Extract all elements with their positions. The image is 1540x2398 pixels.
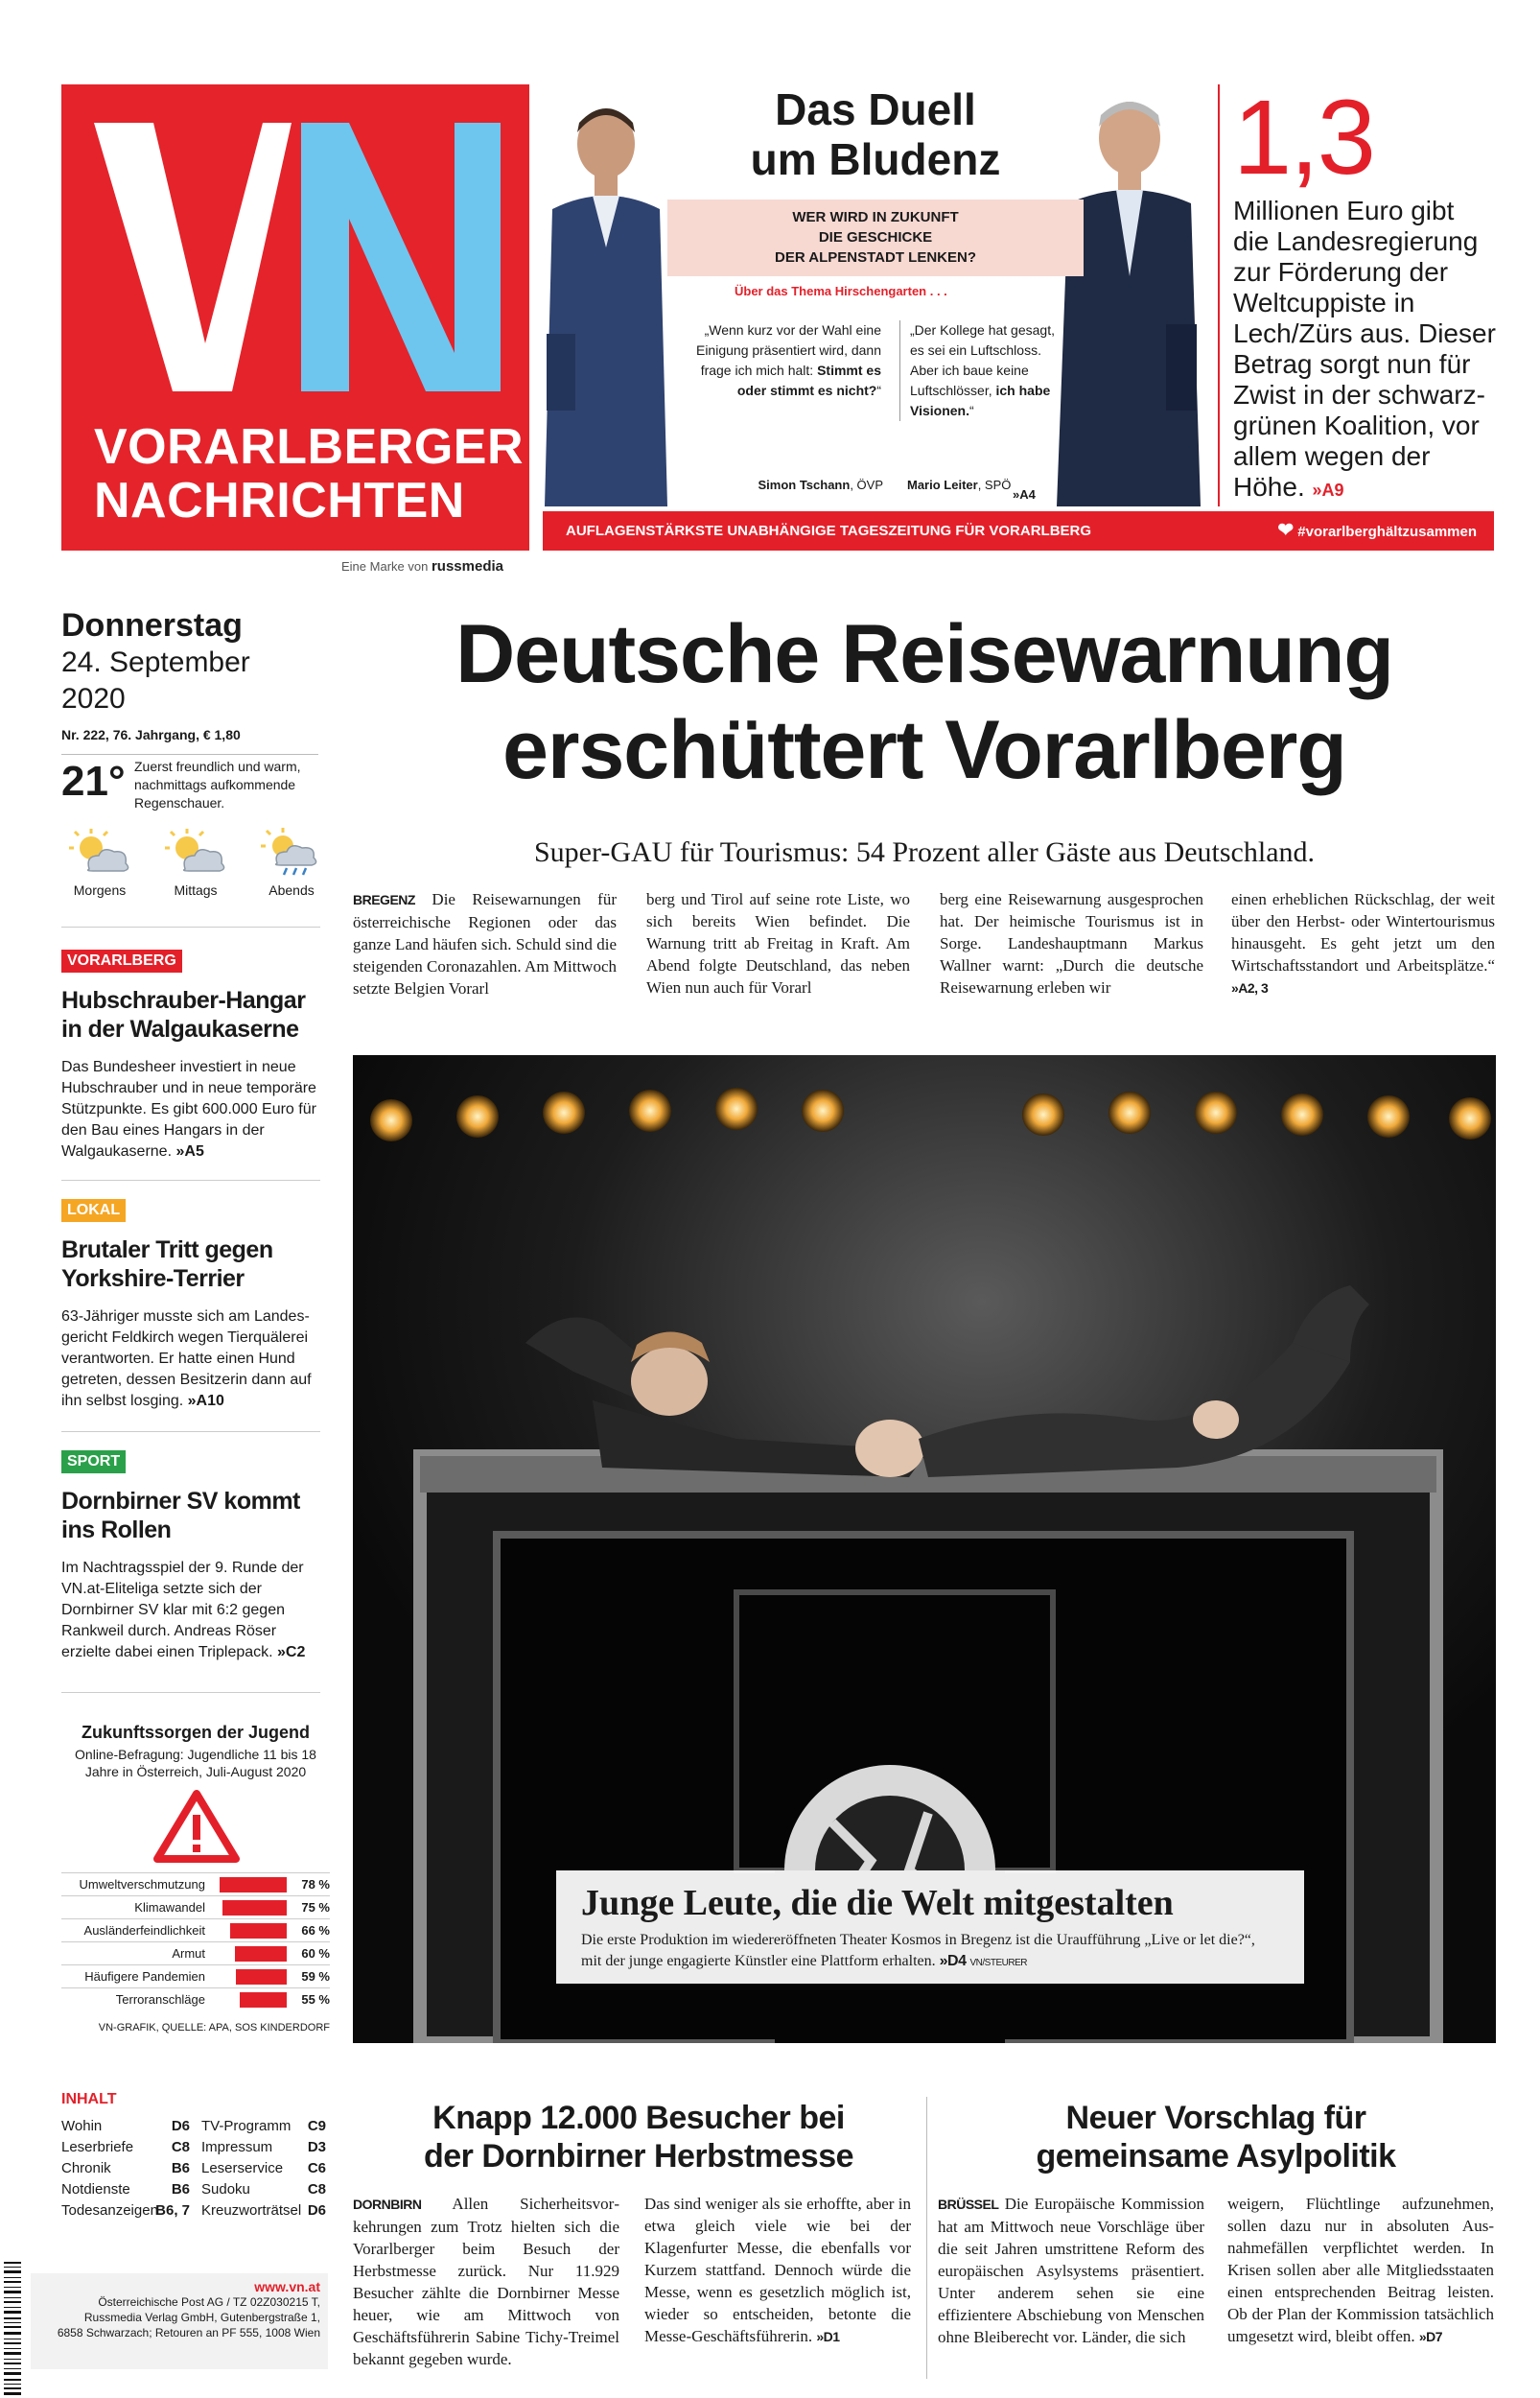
signature-right-party: , SPÖ	[977, 478, 1012, 492]
contents-item[interactable]	[61, 2116, 190, 2137]
sun-cloud-icon	[66, 827, 133, 877]
barcode	[4, 2258, 29, 2398]
side-story-text: Das Bundesheer investiert in neue Hubschrauber und in neue temporäre Stützpunkte. Es gibt 600.000 Euro für den Bau eines Hangars in der Walgaukaserne.	[61, 1059, 316, 1160]
tagline-bar	[543, 511, 1494, 551]
side-story-text: Im Nachtragsspiel der 9. Runde der VN.at-Eliteliga setzte sich der Dornbirner SV klar mit 6:2 gegen Rankweil durch. Andreas Röser erzielte dabei einen Triplepack.	[61, 1560, 304, 1660]
weather-slot-label: Abends	[268, 882, 315, 898]
weather-slot-evening	[253, 827, 330, 898]
date-block	[61, 606, 318, 755]
quote-left	[685, 320, 881, 401]
sun-cloud-rain-icon	[258, 827, 325, 877]
messe-page-ref[interactable]: »D1	[816, 2329, 840, 2344]
messe-text: Allen Sicherheitsvorkehrungen zum Trotz hielten sich die Vorarlberger beim Besuch der Herbstmesse zurück. Nur 11.929 Besucher zählte die Dornbirner Messe heuer, wie am Mittwoch von Geschäftsführerin Sabine Tichy-Treimel bekannt gegeben wurde.	[353, 2195, 619, 2368]
contents-page: B6	[171, 2160, 190, 2176]
logo-name-line2: NACHRICHTEN	[94, 473, 465, 529]
lead-column-3: berg eine Reisewarnung ausgesprochen hat. Der heimische Tourismus ist in Sorge. Landeshauptmann Markus Wallner warnt: „Durch die deutsche Reisewarnung erleben wir	[940, 890, 1203, 997]
logo-name-line1: VORARLBERGER	[94, 419, 525, 475]
divider	[61, 927, 320, 928]
messe-headline-line1: Knapp 12.000 Besucher bei	[432, 2100, 845, 2136]
contents-label: Todesanzeigen	[61, 2202, 158, 2219]
side-story-body	[61, 1558, 330, 1663]
side-story-ref[interactable]: »C2	[277, 1644, 306, 1660]
column-divider	[926, 2097, 927, 2379]
imprint-box	[31, 2273, 328, 2369]
lead-column-1	[353, 888, 617, 999]
quote-left-bold: Stimmt es oder stimmt es nicht?	[736, 363, 881, 398]
asyl-column-2	[1227, 2193, 1494, 2348]
side-story-headline[interactable]: Hubschrauber-Hangar in der Walgaukaserne	[61, 987, 306, 1043]
contents-item[interactable]	[61, 2179, 190, 2200]
survey-bar-value: 59 %	[301, 1969, 330, 1984]
contents-label: TV-Programm	[201, 2118, 292, 2134]
contents-item[interactable]	[201, 2200, 326, 2222]
survey-bar-row	[61, 1987, 330, 2010]
messe-dateline: DORNBIRN	[353, 2197, 422, 2212]
survey-bar-row	[61, 1964, 330, 1987]
divider	[61, 1692, 320, 1693]
duel-question-line3: DER ALPENSTADT LENKEN?	[775, 249, 976, 266]
contents-label: Sudoku	[201, 2181, 250, 2198]
lead-dateline: BREGENZ	[353, 892, 415, 907]
quote-right-bold: ich habe Visionen.	[910, 383, 1051, 418]
survey-bar-value: 78 %	[301, 1877, 330, 1892]
website-link[interactable]: www.vn.at	[254, 2279, 320, 2294]
survey-bar-label: Ausländerfeindlichkeit	[83, 1923, 205, 1938]
messe-headline-line2: der Dornbirner Herbstmesse	[423, 2138, 854, 2175]
survey-bar-label: Terroranschläge	[115, 1992, 205, 2007]
survey-bar	[220, 1877, 287, 1893]
weather-description: Zuerst freundlich und warm, nachmittags aufkommende Regenschauer.	[134, 759, 301, 811]
duel-question-line2: DIE GESCHICKE	[818, 229, 933, 246]
duel-title-line1: Das Duell	[775, 84, 976, 134]
section-tag-vorarlberg[interactable]: VORARLBERG	[61, 950, 182, 973]
duel-subject: Über das Thema Hirschengarten . . .	[735, 284, 947, 298]
asyl-headline[interactable]	[938, 2099, 1494, 2175]
imprint-line: Russmedia Verlag GmbH, Gutenbergstraße 1,	[83, 2311, 320, 2324]
survey-bar-row	[61, 1941, 330, 1964]
contents-item[interactable]	[201, 2137, 326, 2158]
contents-item[interactable]	[61, 2200, 190, 2222]
survey-bar	[230, 1923, 287, 1939]
survey-bar-label: Klimawandel	[134, 1900, 205, 1915]
asyl-page-ref[interactable]: »D7	[1418, 2329, 1443, 2344]
imprint-line: 6858 Schwarzach; Retouren an PF 555, 1008 Wien	[57, 2326, 320, 2339]
duel-question	[667, 200, 1084, 276]
contents-page: C8	[171, 2139, 190, 2155]
lead-headline[interactable]	[353, 606, 1496, 798]
side-story-ref[interactable]: »A5	[175, 1143, 204, 1160]
contents-item[interactable]	[201, 2116, 326, 2137]
teaser-number-ref[interactable]: »A9	[1312, 481, 1344, 500]
survey-subtitle: Online-Befragung: Jugendliche 11 bis 18 Jahre in Österreich, Juli-August 2020	[75, 1747, 316, 1779]
contents-page: D6	[171, 2118, 190, 2134]
hashtag-text: #vorarlberghältzusammen	[1297, 524, 1477, 540]
side-story-text: 63-Jähriger musste sich am Landesgericht Feldkirch wegen Tierquälerei verantworten. Er hatte einen Hund getreten, dessen Besitzerin dann auf ihn selbst losging.	[61, 1308, 312, 1409]
contents-page: B6, 7	[155, 2202, 190, 2219]
contents-page: C6	[307, 2160, 326, 2176]
quote-left-text: „Wenn kurz vor der Wahl eine Einigung präsentiert wird, dann frage ich mich halt:	[695, 322, 881, 378]
contents-label: Leserbriefe	[61, 2139, 134, 2155]
survey-source: VN-GRAFIK, QUELLE: APA, SOS KINDERDORF	[98, 2022, 330, 2034]
issue-info: Nr. 222, 76. Jahrgang, € 1,80	[61, 727, 318, 755]
lead-text: einen erheblichen Rückschlag, der weit über den Herbst- oder Wintertourismus hinausgeht. Es geht jetzt um den Wirtschaftsstandort und Arbeitsplätze.“	[1231, 890, 1495, 975]
side-story-body	[61, 1057, 330, 1163]
messe-column-1	[353, 2193, 619, 2370]
teaser-big-number: 1,3	[1233, 79, 1374, 197]
side-story-headline[interactable]: Dornbirner SV kommt ins Rollen	[61, 1488, 300, 1543]
teaser-number-body: Millionen Euro gibt die Landesregierung zur Förderung der Weltcuppiste in Lech/Zürs aus. Dieser Betrag sorgt nun für Zwist in der schwarz-grünen Koalition, vor allem wegen der Höhe.	[1233, 196, 1496, 502]
divider	[61, 1431, 320, 1432]
weather-slot-label: Mittags	[174, 882, 218, 898]
survey-bar-value: 66 %	[301, 1923, 330, 1938]
quote-left-end: “	[876, 383, 881, 398]
contents-page: C8	[307, 2181, 326, 2198]
side-teaser-number[interactable]	[1218, 79, 1496, 506]
logo[interactable]	[61, 84, 529, 551]
signature-right	[907, 478, 1011, 492]
vn-logo-mark	[61, 84, 529, 430]
asyl-headline-line2: gemeinsame Asylpolitik	[1036, 2138, 1396, 2175]
duel-page-ref[interactable]: »A4	[1013, 487, 1036, 502]
sun-cloud-icon	[162, 827, 229, 877]
quote-right	[899, 320, 1067, 421]
duel-teaser[interactable]	[543, 84, 1208, 506]
contents-title: INHALT	[61, 2091, 117, 2107]
asyl-dateline: BRÜSSEL	[938, 2197, 999, 2212]
lead-column-2: berg und Tirol auf seine rote Liste, wo sich bereits Wien befindet. Die Warnung tritt ab Freitag in Kraft. Am Abend folgte Deutschland, das neben Wien nun auch für Vorarl	[646, 890, 910, 997]
brand-note-name: russmedia	[431, 558, 503, 575]
contents-page: B6	[171, 2181, 190, 2198]
survey-bar-row	[61, 1872, 330, 1895]
side-story-ref[interactable]: »A10	[187, 1393, 224, 1409]
lead-column-4	[1231, 888, 1495, 999]
teaser-number-text	[1233, 196, 1496, 505]
tagline-text: AUFLAGENSTÄRKSTE UNABHÄNGIGE TAGESZEITUNG FÜR VORARLBERG	[566, 523, 1092, 539]
brand-note	[341, 558, 503, 575]
contents-label: Chronik	[61, 2160, 111, 2176]
duel-title-line2: um Bludenz	[750, 134, 1001, 184]
survey-title: Zukunftssorgen der Jugend	[81, 1723, 311, 1742]
divider	[61, 1180, 320, 1181]
weather-slot-morning	[61, 827, 138, 898]
contents-page: D3	[307, 2139, 326, 2155]
survey-bar-row	[61, 1918, 330, 1941]
contents-item[interactable]	[61, 2158, 190, 2179]
contents-item[interactable]	[201, 2158, 326, 2179]
survey-bar-label: Armut	[172, 1946, 205, 1961]
barcode-icon	[4, 2258, 29, 2398]
brand-note-prefix: Eine Marke von	[341, 559, 429, 574]
warning-icon	[153, 1790, 240, 1863]
lead-page-ref[interactable]: »A2, 3	[1231, 980, 1269, 996]
survey-bar-label: Umweltverschmutzung	[79, 1877, 205, 1892]
lead-headline-line1: Deutsche Reisewarnung	[455, 608, 1393, 700]
messe-column-2	[644, 2193, 911, 2348]
asyl-text: weigern, Flüchtlinge aufzunehmen, sollen dazu nur in absoluten Ausnahmefällen verpflichtet werden. In Krisen sollen aber alle Mitgliedsstaaten einen entsprechenden Beitrag leisten. Ob der Plan der Kommission tatsächlich umgesetzt wird, bleibt offen.	[1227, 2195, 1494, 2345]
heart-icon: ❤	[1277, 520, 1295, 541]
signature-left-name: Simon Tschann	[758, 478, 851, 492]
logo-name	[94, 420, 524, 528]
survey-bar-label: Häufigere Pandemien	[84, 1969, 205, 1984]
lead-text: Die Reisewarnungen für österreichische Regionen oder das ganze Land häufen sich. Schuld sind die steigenden Coronazahlen. Am Mittwoch setzte Belgien Vorarl	[353, 890, 617, 998]
asyl-column-1	[938, 2193, 1204, 2348]
contents-label: Kreuzworträtsel	[201, 2202, 302, 2219]
photo-caption-text	[581, 1930, 1279, 1974]
imprint-line: Österreichische Post AG / TZ 02Z030215 T,	[98, 2295, 320, 2309]
survey-bar	[240, 1992, 288, 2008]
caption-page-ref[interactable]: »D4	[939, 1953, 967, 1969]
contents-label: Leserservice	[201, 2160, 284, 2176]
contents-label: Notdienste	[61, 2181, 130, 2198]
survey-bar-value: 55 %	[301, 1992, 330, 2007]
photo-caption-title[interactable]: Junge Leute, die die Welt mitgestalten	[581, 1883, 1174, 1923]
signature-left	[696, 478, 883, 492]
lead-subhead: Super-GAU für Tourismus: 54 Prozent aller Gäste aus Deutschland.	[533, 836, 1316, 868]
messe-text: Das sind weniger als sie erhoffte, aber in etwa gleich viele wie bei der Klagenfurter Messe, die ebenfalls vor Kurzem stattfand. Dennoch würde die Messe, wenn es gesetzlich möglich ist, wieder so entscheiden, betonte die Messe-Geschäftsführerin.	[644, 2195, 911, 2345]
signature-right-name: Mario Leiter	[907, 478, 978, 492]
section-tag-sport[interactable]: SPORT	[61, 1450, 126, 1473]
contents-label: Impressum	[201, 2139, 273, 2155]
quote-right-end: “	[968, 403, 974, 418]
messe-headline[interactable]	[361, 2099, 917, 2175]
photo-caption	[556, 1870, 1304, 1984]
caption-body: Die erste Produktion im wiedereröffneten Theater Kosmos in Bregenz ist die Uraufführung „Live or let die?“, mit der junge engagierte Künstler eine Plattform erhalten.	[581, 1932, 1255, 1969]
asyl-text: Die Europäische Kommission hat am Mittwoch neue Vorschläge über die seit Jahren umstrittene Reform des europäischen Asylsystems präsentiert. Unter anderem sehen sie eine effizientere Abschiebung von Menschen ohne Bleiberecht vor. Länder, die sich	[938, 2195, 1204, 2346]
quote-right-text: „Der Kollege hat gesagt, es sei ein Luftschloss. Aber ich baue keine Luftschlösser,	[910, 322, 1055, 398]
survey-bar-row	[61, 1895, 330, 1918]
duel-question-line1: WER WIRD IN ZUKUNFT	[792, 209, 959, 225]
survey-bar	[222, 1900, 288, 1916]
contents-page: C9	[307, 2118, 326, 2134]
person-left-photo	[533, 94, 677, 506]
hashtag[interactable]	[1277, 511, 1477, 552]
date-string: 24. September 2020	[61, 647, 250, 715]
lead-headline-line2: erschüttert Vorarlberg	[502, 704, 1346, 796]
survey-bar	[236, 1969, 287, 1985]
weather-slot-midday	[157, 827, 234, 898]
side-story-body	[61, 1306, 330, 1412]
weather-slot-label: Morgens	[73, 882, 127, 898]
temperature: 21°	[61, 758, 126, 805]
signature-left-party: , ÖVP	[850, 478, 883, 492]
survey-bar-value: 60 %	[301, 1946, 330, 1961]
survey-bar	[235, 1946, 287, 1962]
photo-credit: VN/STEURER	[969, 1958, 1027, 1968]
side-story-headline[interactable]: Brutaler Tritt gegen Yorkshire-Terrier	[61, 1236, 273, 1292]
contents-page: D6	[307, 2202, 326, 2219]
contents-item[interactable]	[61, 2137, 190, 2158]
contents-label: Wohin	[61, 2118, 103, 2134]
person-right-photo	[1041, 84, 1214, 506]
asyl-headline-line1: Neuer Vorschlag für	[1065, 2100, 1366, 2136]
weekday: Donnerstag	[61, 607, 243, 644]
section-tag-lokal[interactable]: LOKAL	[61, 1199, 126, 1222]
contents-item[interactable]	[201, 2179, 326, 2200]
survey-bar-value: 75 %	[301, 1900, 330, 1915]
